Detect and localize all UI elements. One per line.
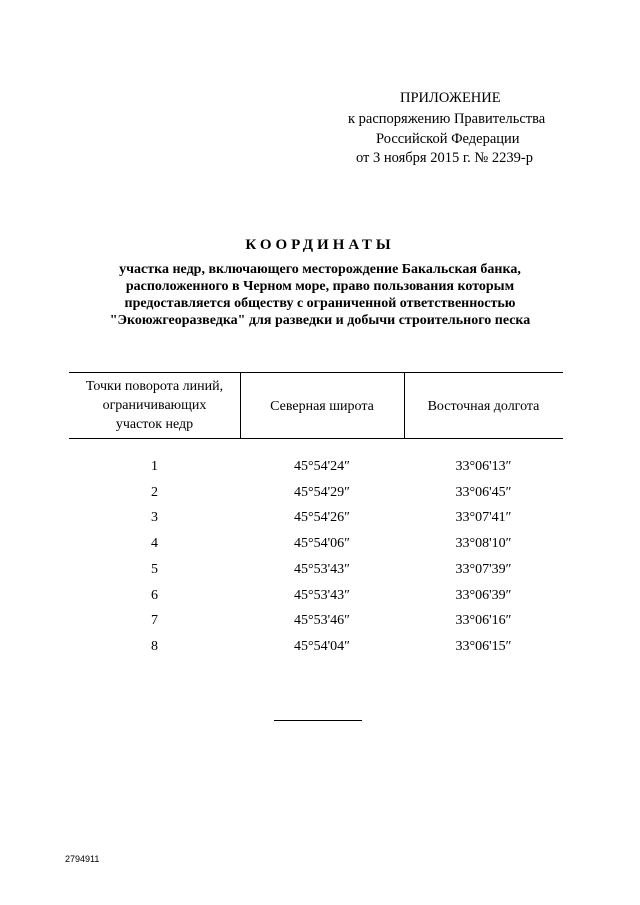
cell-latitude: 45°53'43″: [294, 562, 350, 577]
subtitle-line-3: предоставляется обществу с ограниченной ответственностью: [124, 296, 516, 311]
table-top-rule: [69, 372, 563, 373]
cell-point: 4: [151, 536, 158, 551]
document-code: 2794911: [65, 854, 100, 864]
cell-longitude: 33°06'39″: [455, 588, 512, 603]
subtitle-line-4: "Экоюжгеоразведка" для разведки и добычи строительного песка: [109, 313, 531, 328]
cell-point: 6: [151, 588, 158, 603]
subtitle-line-2: расположенного в Черном море, право пользования которым: [125, 279, 515, 294]
cell-longitude: 33°06'15″: [455, 639, 512, 654]
header-point-line-2: ограничивающих: [102, 398, 207, 413]
header-point-line-1: Точки поворота линий,: [85, 379, 224, 394]
header-point: [69, 377, 240, 434]
header-longitude: Восточная долгота: [427, 399, 540, 414]
header-point-line-3: участок недр: [115, 417, 194, 432]
header-latitude: Северная широта: [270, 399, 374, 414]
cell-latitude: 45°54'04″: [294, 639, 350, 654]
cell-latitude: 45°54'26″: [294, 510, 350, 525]
cell-longitude: 33°06'13″: [455, 459, 512, 474]
cell-point: 1: [151, 459, 158, 474]
appendix-line-1: к распоряжению Правительства: [348, 111, 546, 127]
cell-latitude: 45°54'06″: [294, 536, 350, 551]
document-title: КООРДИНАТЫ: [245, 237, 395, 253]
cell-longitude: 33°07'41″: [455, 510, 512, 525]
appendix-line-3: от 3 ноября 2015 г. № 2239-р: [356, 150, 533, 166]
table-header-rule: [69, 438, 563, 439]
cell-point: 3: [151, 510, 158, 525]
cell-point: 7: [151, 613, 158, 628]
appendix-line-2: Российской Федерации: [376, 131, 520, 147]
cell-point: 5: [151, 562, 158, 577]
cell-point: 8: [151, 639, 158, 654]
signature-rule: [274, 720, 362, 721]
cell-latitude: 45°53'46″: [294, 613, 350, 628]
cell-longitude: 33°06'16″: [455, 613, 512, 628]
cell-longitude: 33°07'39″: [455, 562, 512, 577]
cell-latitude: 45°53'43″: [294, 588, 350, 603]
appendix-heading: ПРИЛОЖЕНИЕ: [400, 90, 501, 106]
cell-longitude: 33°08'10″: [455, 536, 512, 551]
cell-longitude: 33°06'45″: [455, 485, 512, 500]
cell-point: 2: [151, 485, 158, 500]
cell-latitude: 45°54'29″: [294, 485, 350, 500]
cell-latitude: 45°54'24″: [294, 459, 350, 474]
subtitle-line-1: участка недр, включающего месторождение Бакальская банка,: [119, 262, 521, 277]
